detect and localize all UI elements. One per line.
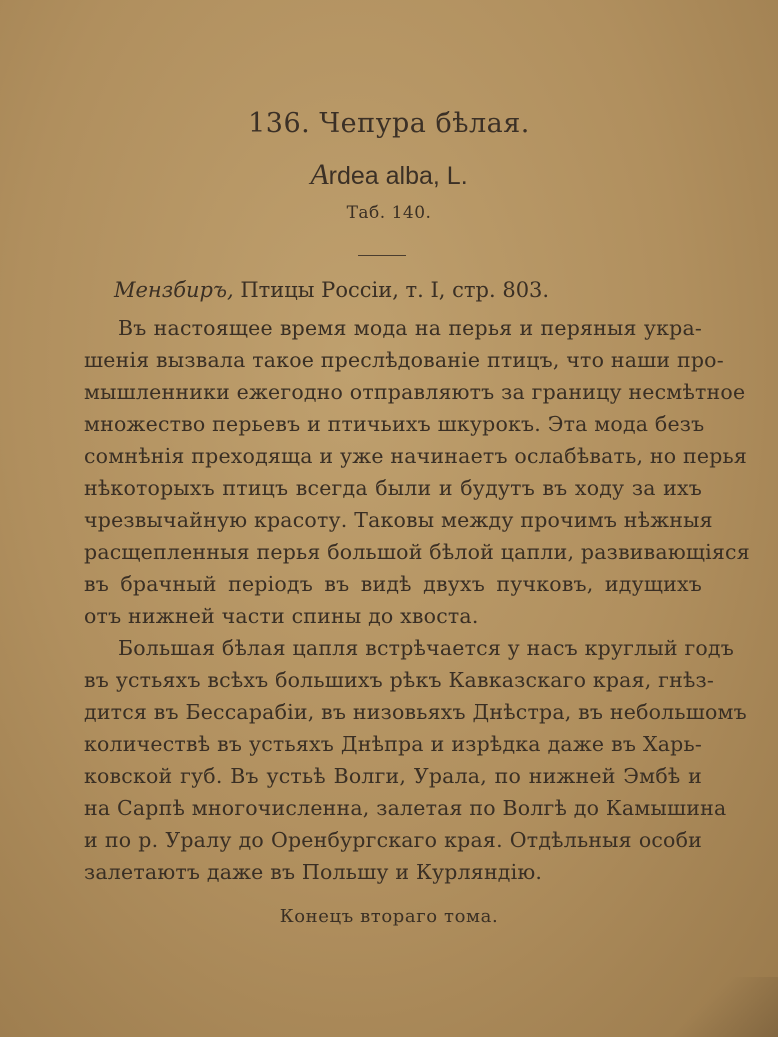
latin-name-rest: rdea alba, L. (328, 162, 468, 190)
paragraph-1-line-2: шенія вызвала такое преслѣдованіе птицъ, что наши про- (84, 348, 724, 372)
paragraph-1-line-8: расщепленныя перья большой бѣлой цапли, развивающіяся (84, 540, 750, 564)
end-of-volume-note: Конецъ втораго тома. (279, 906, 499, 927)
paragraph-2-line-6: на Сарпѣ многочисленна, залетая по Волгѣ до Камышина (84, 796, 727, 820)
paragraph-1-line-3: мышленники ежегодно отправляютъ за границу несмѣтное (84, 380, 746, 404)
paragraph-1-line-4: множество перьевъ и птичьихъ шкурокъ. Эта мода безъ (84, 412, 705, 436)
latin-name-initial: A (310, 158, 329, 191)
paragraph-2-line-1: Большая бѣлая цапля встрѣчается у насъ круглый годъ (118, 636, 734, 660)
paragraph-2-line-2: въ устьяхъ всѣхъ большихъ рѣкъ Кавказскаго края, гнѣз- (84, 668, 715, 692)
latin-name (0, 158, 778, 192)
section-divider (358, 255, 406, 256)
page-corner-shadow (658, 977, 778, 1037)
paragraph-2-line-7: и по р. Уралу до Оренбургскаго края. Отдѣльныя особи (84, 828, 702, 852)
plate-reference: Таб. 140. (346, 203, 432, 223)
paragraph-2-line-3: дится въ Бессарабіи, въ низовьяхъ Днѣстра, въ небольшомъ (84, 700, 747, 724)
paragraph-2-line-4: количествѣ въ устьяхъ Днѣпра и изрѣдка даже въ Харь- (84, 732, 702, 756)
paragraph-1-line-1: Въ настоящее время мода на перья и перяныя укра- (118, 316, 702, 340)
paragraph-1-line-7: чрезвычайную красоту. Таковы между прочимъ нѣжныя (84, 508, 713, 532)
reference-author: Мензбиръ, (114, 278, 234, 302)
paragraph-1-line-9: въ брачный періодъ въ видѣ двухъ пучковъ, идущихъ (84, 572, 702, 596)
paragraph-2-line-8: залетаютъ даже въ Польшу и Курляндію. (84, 860, 543, 884)
paragraph-1-line-10: отъ нижней части спины до хвоста. (84, 604, 479, 628)
paragraph-2-line-5: ковской губ. Въ устьѣ Волги, Урала, по нижней Эмбѣ и (84, 764, 702, 788)
paragraph-1-line-5: сомнѣнія преходяща и уже начинаетъ ослабѣвать, но перья (84, 444, 748, 468)
reference-details: Птицы Россіи, т. I, стр. 803. (233, 278, 550, 302)
species-title: 136. Чепура бѣлая. (248, 108, 530, 139)
literature-reference (114, 278, 549, 302)
paragraph-1-line-6: нѣкоторыхъ птицъ всегда были и будутъ въ ходу за ихъ (84, 476, 702, 500)
